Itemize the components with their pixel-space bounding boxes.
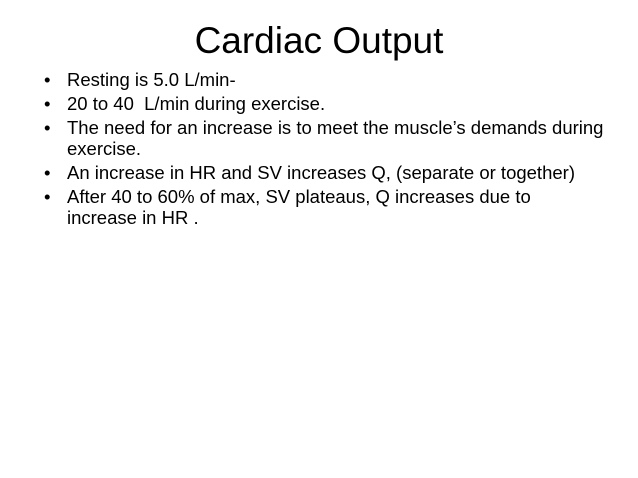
bullet-item-need (44, 117, 604, 159)
bullet-icon: • (44, 93, 51, 114)
bullet-text: After 40 to 60% of max, SV plateaus, Q increases due to increase in HR . (67, 186, 531, 228)
bullet-icon: • (44, 186, 51, 207)
bullet-list (44, 69, 604, 231)
bullet-icon: • (44, 69, 51, 90)
bullet-item-resting (44, 69, 604, 90)
bullet-item-plateau (44, 186, 604, 228)
bullet-item-exercise (44, 93, 604, 114)
bullet-icon: • (44, 117, 51, 138)
bullet-text: Resting is 5.0 L/min- (67, 69, 236, 90)
bullet-item-hr-sv (44, 162, 604, 183)
slide-title: Cardiac Output (194, 20, 444, 61)
bullet-text: An increase in HR and SV increases Q, (separate or together) (67, 162, 575, 183)
bullet-icon: • (44, 162, 51, 183)
bullet-text: 20 to 40 L/min during exercise. (67, 93, 326, 114)
bullet-text: The need for an increase is to meet the muscle’s demands during exercise. (67, 117, 604, 159)
